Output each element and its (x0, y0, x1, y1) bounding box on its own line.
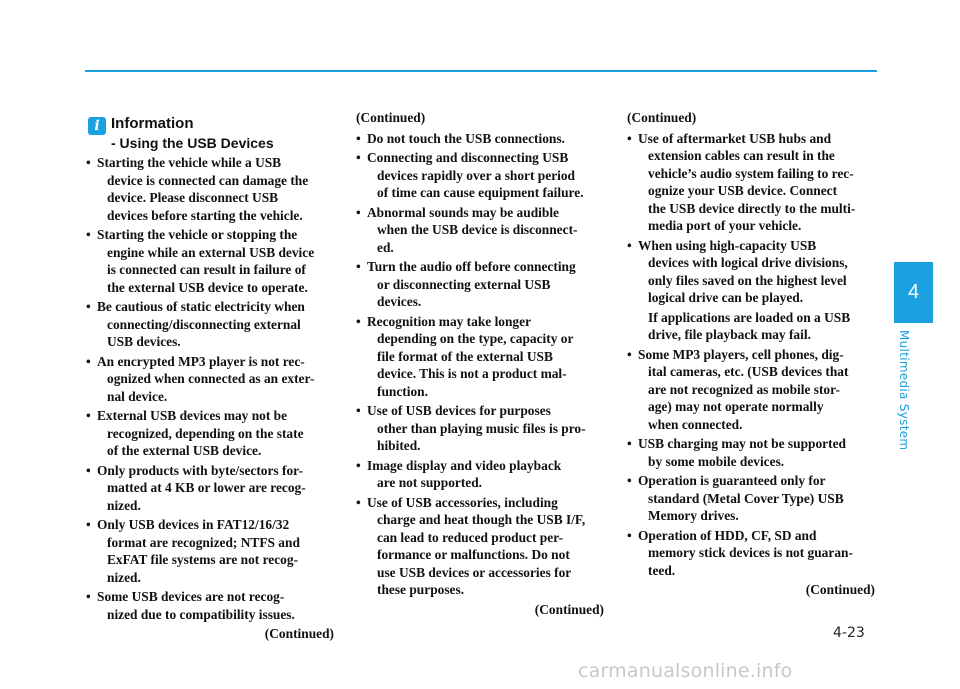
list-item (627, 435, 875, 470)
text-line: • USB charging may not be supported (638, 436, 846, 451)
text-line: teed. (648, 562, 676, 578)
text-line: connecting/disconnecting external (107, 316, 301, 332)
text-line: devices. (377, 294, 422, 309)
list-item (86, 154, 334, 224)
text-line: • Operation is guaranteed only for (638, 473, 826, 488)
text-line: • Be cautious of static electricity when (97, 299, 305, 314)
text-line: • When using high-capacity USB (638, 237, 817, 253)
text-line: are not supported. (377, 475, 483, 490)
chapter-label: Multimedia System (897, 330, 911, 451)
text-line: engine while an external USB device (107, 244, 315, 260)
text-line: ognized when connected as an exter- (107, 371, 315, 386)
text-line: USB devices. (107, 334, 181, 349)
text-line: • Some USB devices are not recog- (97, 589, 285, 604)
text-line: • External USB devices may not be (97, 408, 288, 423)
list-item (86, 462, 334, 515)
list-item (627, 346, 875, 434)
text-column-1 (86, 154, 334, 643)
text-line: use USB devices or accessories for (377, 564, 572, 580)
text-line: vehicle’s audio system failing to rec- (648, 165, 854, 181)
text-line: • Operation of HDD, CF, SD and (638, 527, 817, 543)
text-line: when connected. (648, 416, 743, 432)
text-line: • Image display and video playback (367, 457, 562, 473)
text-line: • Connecting and disconnecting USB (367, 150, 569, 165)
text-line: formance or malfunctions. Do not (377, 547, 570, 562)
list-item (356, 204, 604, 257)
text-line: device. Please disconnect USB (107, 190, 279, 205)
note-paragraph (627, 309, 875, 344)
text-line: • Only USB devices in FAT12/16/32 (97, 517, 290, 532)
text-line: charge and heat though the USB I/F, (377, 512, 586, 527)
list-item (627, 130, 875, 235)
bullet-list (356, 130, 604, 599)
info-icon: i (88, 117, 106, 135)
text-line: nized. (107, 569, 141, 585)
list-item (356, 130, 604, 148)
text-line: the USB device directly to the multi- (648, 200, 856, 216)
list-item (356, 402, 604, 455)
list-item (356, 494, 604, 599)
text-line: ognize your USB device. Connect (648, 183, 838, 198)
text-line: ed. (377, 239, 394, 255)
watermark: carmanualsonline.info (578, 660, 793, 682)
list-item (627, 527, 875, 580)
text-line: devices rapidly over a short period (377, 167, 575, 183)
text-line: devices with logical drive divisions, (648, 255, 848, 270)
list-item (86, 353, 334, 406)
text-line: media port of your vehicle. (648, 218, 802, 233)
text-line: • Use of aftermarket USB hubs and (638, 130, 832, 146)
text-line: these purposes. (377, 582, 465, 597)
text-line: are not recognized as mobile stor- (648, 381, 841, 397)
continued-label: (Continued) (534, 601, 604, 617)
bullet-list (627, 130, 875, 307)
text-line: format are recognized; NTFS and (107, 534, 300, 550)
text-line: • Abnormal sounds may be audible (367, 204, 559, 220)
list-item (356, 457, 604, 492)
continued-heading: (Continued) (356, 110, 426, 125)
text-line: • An encrypted MP3 player is not rec- (97, 353, 305, 369)
text-line: nized due to compatibility issues. (107, 606, 295, 622)
text-line: If applications are loaded on a USB (648, 309, 851, 325)
text-line: drive, file playback may fail. (648, 327, 811, 342)
text-line: • Use of USB devices for purposes (367, 403, 551, 418)
text-line: age) may not operate normally (648, 399, 824, 414)
text-line: memory stick devices is not guaran- (648, 545, 853, 560)
chapter-tab (894, 262, 933, 323)
information-subtitle: - Using the USB Devices (111, 135, 274, 151)
text-line: • Turn the audio off before connecting (367, 259, 576, 274)
text-line: • Some MP3 players, cell phones, dig- (638, 346, 844, 362)
list-item (627, 472, 875, 525)
bullet-list (627, 346, 875, 580)
text-line: • Use of USB accessories, including (367, 494, 558, 510)
chapter-number: 4 (907, 281, 920, 303)
text-line: • Starting the vehicle or stopping the (97, 227, 298, 242)
text-line: device. This is not a product mal- (377, 366, 567, 381)
text-line: Memory drives. (648, 508, 739, 523)
page-number: 4-23 (833, 625, 865, 641)
list-item (86, 407, 334, 460)
text-line: nized. (107, 497, 141, 513)
list-item (86, 516, 334, 586)
continued-heading: (Continued) (627, 110, 697, 125)
list-item (356, 313, 604, 401)
list-item (627, 237, 875, 307)
text-line: extension cables can result in the (648, 148, 835, 163)
text-line: • Recognition may take longer (367, 313, 532, 329)
list-item (356, 258, 604, 311)
bullet-list (86, 154, 334, 623)
text-line: can lead to reduced product per- (377, 529, 564, 545)
text-line: or disconnecting external USB (377, 276, 551, 292)
text-line: device is connected can damage the (107, 172, 309, 188)
text-line: function. (377, 383, 428, 399)
list-item (86, 588, 334, 623)
text-line: of the external USB device. (107, 443, 262, 458)
information-title: Information (111, 115, 194, 132)
continued-label: (Continued) (264, 626, 334, 641)
text-column-2 (356, 109, 604, 618)
text-line: other than playing music files is pro- (377, 420, 586, 436)
list-item (86, 226, 334, 296)
text-line: hibited. (377, 438, 421, 453)
text-line: ExFAT file systems are not recog- (107, 552, 299, 567)
text-line: ital cameras, etc. (USB devices that (648, 364, 849, 379)
text-line: • Only products with byte/sectors for- (97, 462, 304, 478)
text-line: standard (Metal Cover Type) USB (648, 490, 844, 506)
text-line: of time can cause equipment failure. (377, 185, 584, 200)
text-line: by some mobile devices. (648, 453, 785, 469)
text-column-3 (627, 109, 875, 599)
text-line: depending on the type, capacity or (377, 331, 574, 346)
header-rule (85, 70, 877, 72)
continued-label: (Continued) (805, 582, 875, 597)
text-line: recognized, depending on the state (107, 425, 304, 441)
list-item (86, 298, 334, 351)
text-line: nal device. (107, 388, 168, 404)
text-line: the external USB device to operate. (107, 279, 308, 295)
text-line: when the USB device is disconnect- (377, 222, 578, 237)
text-line: matted at 4 KB or lower are recog- (107, 480, 306, 495)
text-line: devices before starting the vehicle. (107, 207, 303, 223)
list-item (356, 149, 604, 202)
text-line: • Do not touch the USB connections. (367, 130, 565, 146)
text-line: file format of the external USB (377, 348, 553, 364)
text-line: • Starting the vehicle while a USB (97, 155, 282, 170)
text-line: logical drive can be played. (648, 290, 804, 305)
text-line: is connected can result in failure of (107, 262, 306, 277)
text-line: only files saved on the highest level (648, 272, 847, 288)
